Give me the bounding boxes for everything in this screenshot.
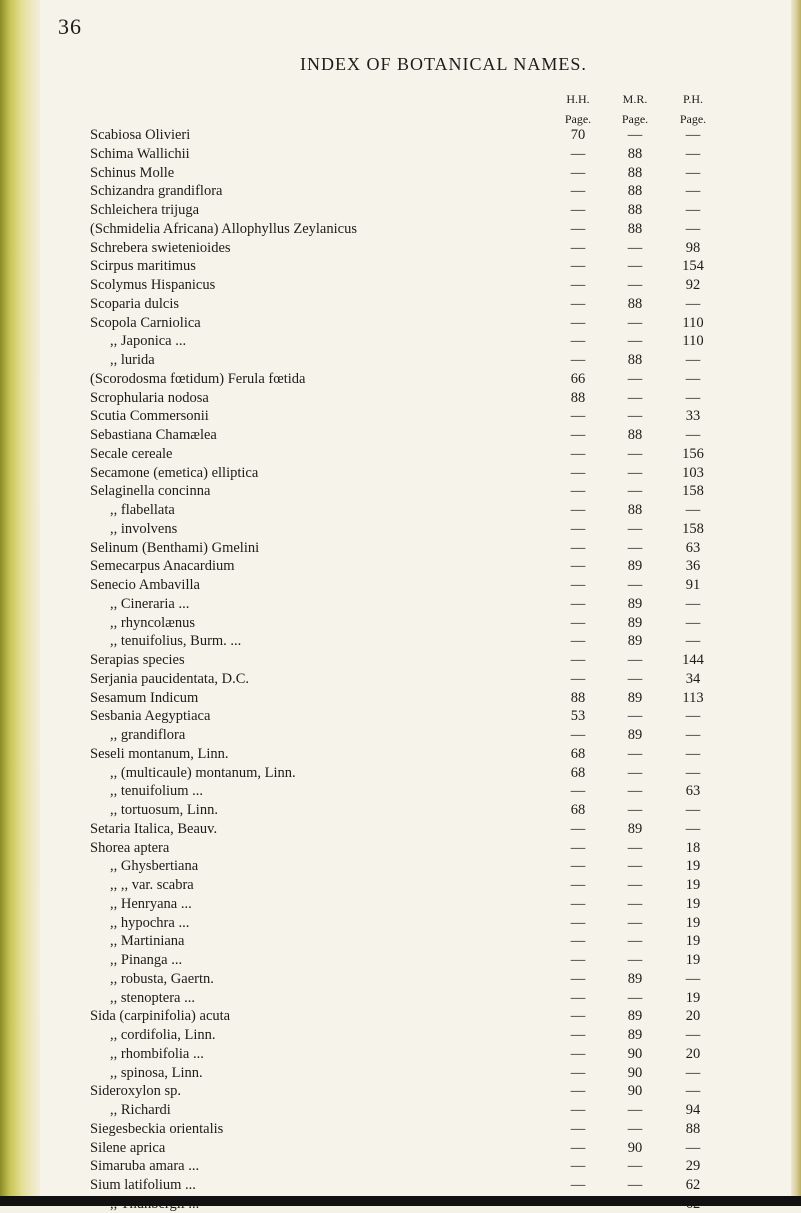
index-entry xyxy=(0,182,801,200)
page-ref-ph: — xyxy=(685,764,701,781)
page-ref-ph: 110 xyxy=(682,333,704,350)
page-ref-mr: — xyxy=(627,389,643,406)
entry-name: Scoparia dulcis xyxy=(90,295,179,312)
page-ref-ph: — xyxy=(685,1027,701,1043)
entry-name: Serjania paucidentata, D.C. xyxy=(90,670,250,687)
column-subheader-ph: Page. xyxy=(679,112,707,126)
page-ref-mr: — xyxy=(627,520,643,537)
index-entry xyxy=(0,201,801,219)
page-ref-hh: — xyxy=(570,839,586,856)
column-subheader-mr: Page. xyxy=(621,112,649,126)
page-ref-hh: — xyxy=(570,183,586,200)
entry-name: ,, lurida xyxy=(110,352,155,368)
page-ref-mr: 88 xyxy=(627,502,643,518)
page-ref-ph: — xyxy=(685,164,701,181)
index-entry xyxy=(0,782,801,800)
page-ref-mr: — xyxy=(627,745,643,762)
entry-name: Schizandra grandiflora xyxy=(90,183,223,200)
page-ref-hh: 88 xyxy=(570,389,586,406)
index-entry xyxy=(0,707,801,725)
page-ref-hh: — xyxy=(570,333,586,350)
page-ref-ph: 113 xyxy=(682,689,704,706)
page-ref-mr: — xyxy=(627,277,643,293)
entry-name: Schrebera swietenioides xyxy=(90,239,231,256)
page-ref-hh: — xyxy=(570,1064,586,1081)
page-ref-mr: — xyxy=(627,933,643,950)
page-ref-mr: — xyxy=(627,445,643,462)
page-ref-mr: — xyxy=(627,464,643,481)
page-ref-mr: — xyxy=(627,989,643,1006)
page-ref-ph: 20 xyxy=(685,1008,701,1025)
page-ref-hh: — xyxy=(570,952,586,968)
page-ref-ph: 34 xyxy=(685,670,701,687)
entry-name: ,, grandiflora xyxy=(110,727,186,743)
page-ref-mr: 90 xyxy=(627,1139,643,1156)
entry-name: ,, spinosa, Linn. xyxy=(110,1064,203,1081)
page-ref-mr: — xyxy=(627,783,643,800)
entry-name: Selinum (Benthami) Gmelini xyxy=(90,539,260,556)
index-entry xyxy=(0,332,801,350)
index-entry xyxy=(0,595,801,613)
page-ref-hh: — xyxy=(570,1120,586,1137)
page-ref-hh: — xyxy=(570,164,586,181)
page-ref-ph: 19 xyxy=(685,877,701,893)
index-entry xyxy=(0,220,801,238)
index-entry xyxy=(0,745,801,763)
entry-name: Semecarpus Anacardium xyxy=(90,558,235,575)
page-ref-hh: 88 xyxy=(570,689,586,706)
entry-name: Seseli montanum, Linn. xyxy=(90,745,229,762)
page-ref-ph: 19 xyxy=(685,933,701,950)
entry-name: Serapias species xyxy=(90,652,185,668)
page-ref-hh: — xyxy=(570,595,586,612)
entry-name: Silene aprica xyxy=(90,1139,166,1156)
entry-name: Scrophularia nodosa xyxy=(90,389,209,406)
page-ref-mr: 88 xyxy=(627,295,643,312)
entry-name: Senecio Ambavilla xyxy=(90,577,200,593)
index-entry xyxy=(0,1139,801,1157)
page-ref-hh: 53 xyxy=(570,708,586,725)
entry-name: Sebastiana Chamælea xyxy=(90,427,217,443)
page-ref-ph: — xyxy=(685,595,701,612)
entry-name: ,, tenuifolium ... xyxy=(110,783,204,800)
page-ref-hh: — xyxy=(570,1158,586,1175)
page-ref-ph: — xyxy=(685,820,701,837)
index-entry xyxy=(0,726,801,744)
page-ref-hh: — xyxy=(570,239,586,256)
entry-name: Sium latifolium ... xyxy=(90,1177,196,1193)
index-entry xyxy=(0,820,801,838)
index-entry xyxy=(0,764,801,782)
index-entry xyxy=(0,1026,801,1044)
page-ref-mr: 89 xyxy=(627,614,643,631)
page-ref-mr: — xyxy=(627,539,643,556)
index-entry xyxy=(0,857,801,875)
page-ref-hh: — xyxy=(570,895,586,912)
index-entry xyxy=(0,351,801,369)
page-ref-ph: 19 xyxy=(685,858,701,875)
page-ref-ph: 103 xyxy=(682,464,704,481)
page-ref-hh: 68 xyxy=(570,764,586,781)
entry-name: Sesamum Indicum xyxy=(90,689,199,706)
entry-name: ,, Ghysbertiana xyxy=(110,858,199,875)
page-ref-ph: 154 xyxy=(682,258,704,275)
page-ref-mr: — xyxy=(627,1158,643,1175)
index-entry xyxy=(0,895,801,913)
page-ref-mr: — xyxy=(627,839,643,856)
entry-name: Simaruba amara ... xyxy=(90,1158,200,1175)
page-ref-mr: 89 xyxy=(627,820,643,837)
index-entry xyxy=(0,1101,801,1119)
page-ref-ph: 98 xyxy=(685,239,701,256)
page-ref-mr: 90 xyxy=(627,1083,643,1100)
page-ref-ph: 29 xyxy=(685,1158,701,1175)
page-ref-ph: — xyxy=(685,802,701,818)
page-ref-ph: 110 xyxy=(682,314,704,331)
entry-name: Schinus Molle xyxy=(90,164,175,181)
page-ref-mr: — xyxy=(627,1102,643,1118)
index-entry xyxy=(0,239,801,257)
page-ref-ph: 19 xyxy=(685,989,701,1006)
bottom-edge xyxy=(0,1196,801,1206)
entry-name: Shorea aptera xyxy=(90,839,170,856)
page-ref-mr: 89 xyxy=(627,1008,643,1025)
page-ref-ph: 92 xyxy=(685,277,701,293)
entry-name: Schleichera trijuga xyxy=(90,202,200,218)
running-head: INDEX OF BOTANICAL NAMES. xyxy=(300,54,587,74)
entry-name: Schima Wallichii xyxy=(90,145,190,162)
page-ref-ph: 158 xyxy=(682,483,704,500)
page-ref-hh: — xyxy=(570,408,586,425)
index-entry xyxy=(0,970,801,988)
page-ref-ph: — xyxy=(685,127,701,143)
index-entry xyxy=(0,164,801,182)
entry-name: (Schmidelia Africana) Allophyllus Zeylanicus xyxy=(90,220,357,237)
page-ref-mr: — xyxy=(627,708,643,725)
page-ref-ph: 19 xyxy=(685,952,701,968)
page-ref-ph: — xyxy=(685,389,701,406)
page-ref-hh: — xyxy=(570,220,586,237)
page-ref-ph: — xyxy=(685,1064,701,1081)
index-entry xyxy=(0,614,801,632)
index-entry xyxy=(0,1045,801,1063)
entry-name: Secale cereale xyxy=(90,445,173,462)
page-ref-hh: — xyxy=(570,1008,586,1025)
index-entry xyxy=(0,295,801,313)
page-ref-hh: — xyxy=(570,314,586,331)
page-ref-hh: — xyxy=(570,1027,586,1043)
page-ref-hh: 68 xyxy=(570,745,586,762)
page-ref-mr: — xyxy=(627,1120,643,1137)
entry-name: ,, rhyncolænus xyxy=(110,614,195,631)
index-entry xyxy=(0,670,801,688)
index-entry xyxy=(0,932,801,950)
page-ref-mr: 88 xyxy=(627,220,643,237)
page-ref-mr: — xyxy=(627,952,643,968)
entry-name: ,, Japonica ... xyxy=(110,333,187,350)
index-entry xyxy=(0,1120,801,1138)
page-ref-hh: — xyxy=(570,633,586,650)
index-entry xyxy=(0,539,801,557)
page-ref-mr: — xyxy=(627,577,643,593)
entry-name: Sesbania Aegyptiaca xyxy=(90,708,211,725)
entry-name: ,, tortuosum, Linn. xyxy=(110,802,218,818)
entry-name: ,, cordifolia, Linn. xyxy=(110,1027,216,1043)
page-ref-mr: 89 xyxy=(627,689,643,706)
page-ref-hh: — xyxy=(570,483,586,500)
page-ref-ph: 63 xyxy=(685,539,701,556)
page-ref-hh: 66 xyxy=(570,370,586,387)
page-ref-ph: — xyxy=(685,708,701,725)
page-ref-mr: — xyxy=(627,314,643,331)
page-ref-mr: 90 xyxy=(627,1064,643,1081)
page-ref-hh: — xyxy=(570,202,586,218)
page-ref-ph: — xyxy=(685,970,701,987)
index-entry xyxy=(0,314,801,332)
entry-name: ,, involvens xyxy=(110,520,178,537)
column-header-ph: P.H. xyxy=(682,92,703,106)
page-ref-mr: — xyxy=(627,914,643,931)
entry-name: ,, rhombifolia ... xyxy=(110,1045,204,1062)
page-ref-hh: — xyxy=(570,502,586,518)
index-entry xyxy=(0,557,801,575)
page-ref-mr: — xyxy=(627,483,643,500)
entry-name: ,, (multicaule) montanum, Linn. xyxy=(110,764,296,781)
entry-name: ,, hypochra ... xyxy=(110,914,190,931)
page-ref-mr: 89 xyxy=(627,970,643,987)
page-ref-ph: — xyxy=(685,183,701,200)
page-ref-ph: — xyxy=(685,502,701,518)
page-ref-ph: 20 xyxy=(685,1045,701,1062)
entry-name: Scabiosa Olivieri xyxy=(90,127,191,143)
page-ref-hh: 68 xyxy=(570,802,586,818)
page-ref-mr: 88 xyxy=(627,202,643,218)
entry-name: ,, stenoptera ... xyxy=(110,989,195,1006)
entry-name: ,, robusta, Gaertn. xyxy=(110,970,214,987)
page-ref-hh: — xyxy=(570,877,586,893)
page-ref-ph: — xyxy=(685,1083,701,1100)
page-ref-ph: — xyxy=(685,295,701,312)
column-subheader-hh: Page. xyxy=(564,112,592,126)
page-ref-ph: — xyxy=(685,202,701,218)
page-ref-mr: 88 xyxy=(627,352,643,368)
entry-name: Selaginella concinna xyxy=(90,483,211,500)
page-ref-ph: — xyxy=(685,145,701,162)
index-entry xyxy=(0,914,801,932)
page-ref-ph: 33 xyxy=(685,408,701,425)
page-ref-ph: 144 xyxy=(682,652,704,668)
page-ref-ph: 91 xyxy=(685,577,701,593)
index-entry xyxy=(0,951,801,969)
page-ref-mr: — xyxy=(627,127,643,143)
page-ref-mr: — xyxy=(627,670,643,687)
page-ref-ph: 19 xyxy=(685,895,701,912)
page-ref-ph: 63 xyxy=(685,783,701,800)
page-ref-mr: — xyxy=(627,408,643,425)
entry-name: ,, Martiniana xyxy=(110,933,185,950)
entry-name: ,, tenuifolius, Burm. ... xyxy=(110,633,242,650)
index-entry xyxy=(0,801,801,819)
index-entry xyxy=(0,126,801,144)
page-ref-ph: 62 xyxy=(685,1177,701,1193)
page-ref-hh: — xyxy=(570,914,586,931)
entry-name: ,, ,, var. scabra xyxy=(110,877,194,893)
page-ref-mr: — xyxy=(627,333,643,350)
entry-name: Scolymus Hispanicus xyxy=(90,277,216,293)
page-ref-hh: — xyxy=(570,820,586,837)
page-ref-ph: — xyxy=(685,727,701,743)
page-ref-hh: — xyxy=(570,1045,586,1062)
page-ref-hh: — xyxy=(570,989,586,1006)
index-entry xyxy=(0,839,801,857)
index-entry xyxy=(0,445,801,463)
index-entry xyxy=(0,1157,801,1175)
page-ref-hh: — xyxy=(570,258,586,275)
page-ref-mr: — xyxy=(627,877,643,893)
page-ref-mr: 88 xyxy=(627,164,643,181)
page-ref-hh: — xyxy=(570,277,586,293)
index-entry xyxy=(0,689,801,707)
page-number: 36 xyxy=(58,14,82,39)
entry-name: (Scorodosma fœtidum) Ferula fœtida xyxy=(90,370,306,387)
index-entry xyxy=(0,276,801,294)
page-ref-hh: — xyxy=(570,783,586,800)
entry-name: ,, Pinanga ... xyxy=(110,952,183,968)
page-ref-ph: — xyxy=(685,614,701,631)
page-ref-hh: — xyxy=(570,145,586,162)
page-ref-hh: — xyxy=(570,858,586,875)
page-ref-mr: 89 xyxy=(627,558,643,575)
page-ref-mr: 90 xyxy=(627,1045,643,1062)
page-ref-ph: — xyxy=(685,352,701,368)
page-ref-hh: — xyxy=(570,539,586,556)
index-entry xyxy=(0,651,801,669)
page-ref-ph: 18 xyxy=(685,839,701,856)
index-entry xyxy=(0,370,801,388)
page-ref-mr: 88 xyxy=(627,427,643,443)
page-ref-mr: 89 xyxy=(627,727,643,743)
index-entry xyxy=(0,501,801,519)
page-ref-hh: — xyxy=(570,652,586,668)
page-ref-hh: — xyxy=(570,1177,586,1193)
page-ref-hh: — xyxy=(570,427,586,443)
page-ref-hh: — xyxy=(570,1102,586,1118)
entry-name: Sida (carpinifolia) acuta xyxy=(90,1008,231,1025)
page-ref-mr: — xyxy=(627,764,643,781)
page-ref-hh: — xyxy=(570,464,586,481)
page-ref-hh: — xyxy=(570,558,586,575)
index-entry xyxy=(0,632,801,650)
entry-name: ,, Cineraria ... xyxy=(110,595,190,612)
index-entry xyxy=(0,1082,801,1100)
index-entry xyxy=(0,145,801,163)
page-ref-hh: — xyxy=(570,445,586,462)
entry-name: ,, Henryana ... xyxy=(110,895,192,912)
page-ref-ph: 156 xyxy=(682,445,704,462)
page-ref-mr: 89 xyxy=(627,633,643,650)
entry-name: Secamone (emetica) elliptica xyxy=(90,464,259,481)
index-entry xyxy=(0,407,801,425)
page-ref-ph: — xyxy=(685,220,701,237)
page-ref-hh: — xyxy=(570,577,586,593)
page-ref-hh: — xyxy=(570,614,586,631)
index-entry xyxy=(0,426,801,444)
index-entry xyxy=(0,464,801,482)
page-ref-mr: 88 xyxy=(627,183,643,200)
page-ref-ph: 36 xyxy=(685,558,701,575)
page-ref-hh: — xyxy=(570,1139,586,1156)
entry-name: Siegesbeckia orientalis xyxy=(90,1120,224,1137)
index-entry xyxy=(0,576,801,594)
page-ref-ph: 94 xyxy=(685,1102,701,1118)
index-entry xyxy=(0,1176,801,1194)
page-ref-mr: 88 xyxy=(627,145,643,162)
page-ref-mr: 89 xyxy=(627,1027,643,1043)
page-ref-hh: 70 xyxy=(570,127,586,143)
column-header-hh: H.H. xyxy=(566,92,590,106)
page-ref-mr: — xyxy=(627,258,643,275)
entry-name: Scirpus maritimus xyxy=(90,258,196,275)
page-ref-mr: — xyxy=(627,802,643,818)
entry-name: Scutia Commersonii xyxy=(90,408,209,425)
page-ref-hh: — xyxy=(570,1083,586,1100)
page-ref-mr: — xyxy=(627,895,643,912)
index-entry xyxy=(0,257,801,275)
page-ref-hh: — xyxy=(570,352,586,368)
page-ref-hh: — xyxy=(570,520,586,537)
column-header-mr: M.R. xyxy=(622,92,648,106)
index-entry xyxy=(0,1007,801,1025)
entry-name: Sideroxylon sp. xyxy=(90,1083,182,1100)
page-ref-ph: — xyxy=(685,745,701,762)
page-ref-mr: — xyxy=(627,239,643,256)
entry-name: Setaria Italica, Beauv. xyxy=(90,820,218,837)
entry-name: ,, flabellata xyxy=(110,502,175,518)
index-entry xyxy=(0,482,801,500)
index-entry xyxy=(0,876,801,894)
page-ref-ph: — xyxy=(685,1139,701,1156)
index-entry xyxy=(0,520,801,538)
page-ref-mr: 89 xyxy=(627,595,643,612)
page-ref-hh: — xyxy=(570,727,586,743)
page-ref-ph: — xyxy=(685,427,701,443)
page-ref-mr: — xyxy=(627,858,643,875)
page-ref-ph: — xyxy=(685,633,701,650)
page-ref-mr: — xyxy=(627,370,643,387)
index-entry xyxy=(0,389,801,407)
page-ref-hh: — xyxy=(570,933,586,950)
entry-name: Scopola Carniolica xyxy=(90,314,201,331)
page-ref-hh: — xyxy=(570,670,586,687)
index-entry xyxy=(0,1064,801,1082)
index-entry xyxy=(0,989,801,1007)
page-ref-mr: — xyxy=(627,652,643,668)
page-ref-ph: — xyxy=(685,370,701,387)
page-ref-hh: — xyxy=(570,295,586,312)
page-ref-mr: — xyxy=(627,1177,643,1193)
page-ref-hh: — xyxy=(570,970,586,987)
page-ref-ph: 158 xyxy=(682,520,704,537)
page-ref-ph: 88 xyxy=(685,1120,701,1137)
entry-name: ,, Richardi xyxy=(110,1102,171,1118)
page-ref-ph: 19 xyxy=(685,914,701,931)
